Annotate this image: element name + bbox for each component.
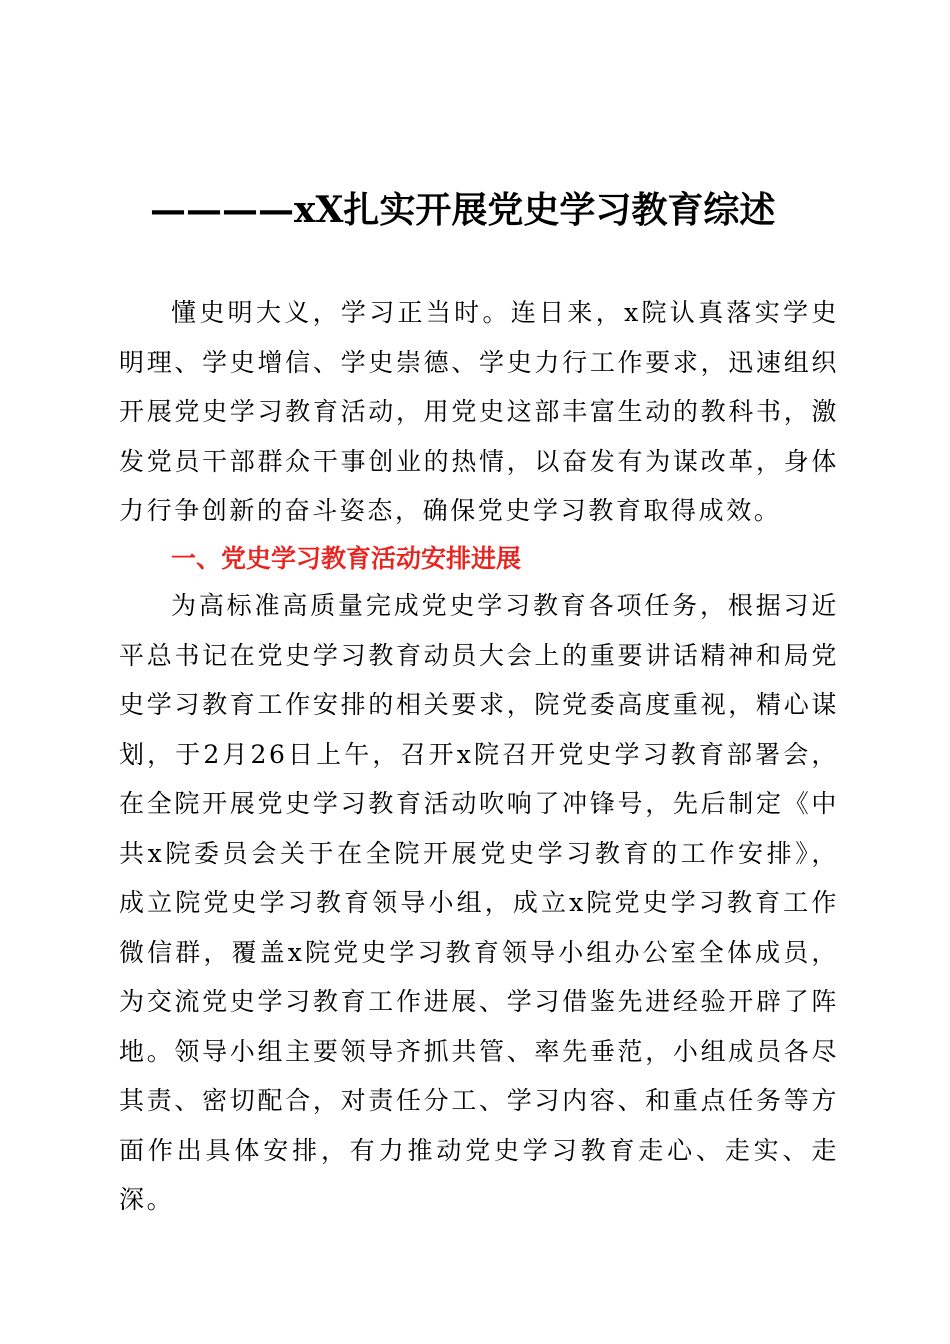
section-heading: 一、党史学习教育活动安排进展 xyxy=(171,544,522,573)
document-title: ————xX扎实开展党史学习教育综述 xyxy=(150,189,776,231)
intro-paragraph: 懂史明大义，学习正当时。连日来，x院认真落实学史明理、学史增信、学史崇德、学史力行工作要求，迅速组织开展党史学习教育活动，用党史这部丰富生动的教科书，激发党员干部群众干事创业的热情，以奋发有为谋改革，身体力行争创新的奋斗姿态，确保党史学习教育取得成效。 xyxy=(119,298,839,525)
section-body-paragraph: 为高标准高质量完成党史学习教育各项任务，根据习近平总书记在党史学习教育动员大会上的重要讲话精神和局党史学习教育工作安排的相关要求，院党委高度重视，精心谋划，于2月26日上午，召开x院召开党史学习教育部署会，在全院开展党史学习教育活动吹响了冲锋号，先后制定《中共x院委员会关于在全院开展党史学习教育的工作安排》，成立院党史学习教育领导小组，成立x院党史学习教育工作微信群，覆盖x院党史学习教育领导小组办公室全体成员，为交流党史学习教育工作进展、学习借鉴先进经验开辟了阵地。领导小组主要领导齐抓共管、率先垂范，小组成员各尽其责、密切配合，对责任分工、学习内容、和重点任务等方面作出具体安排，有力推动党史学习教育走心、走实、走深。 xyxy=(119,591,839,1214)
